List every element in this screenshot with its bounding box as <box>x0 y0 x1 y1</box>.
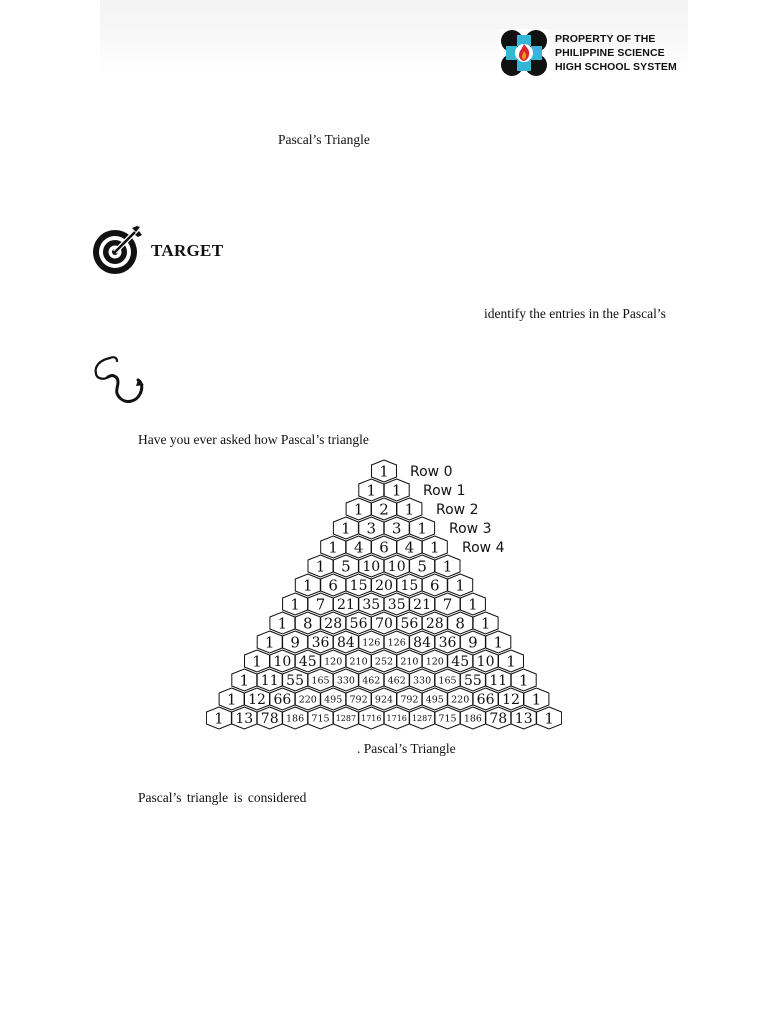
triangle-cell <box>245 650 270 672</box>
cell-value: 78 <box>489 711 508 728</box>
cell-value: 15 <box>400 578 419 595</box>
pascal-triangle-figure <box>206 456 562 736</box>
triangle-cell <box>295 650 320 672</box>
triangle-cell <box>435 593 460 615</box>
cell-value: 21 <box>413 597 432 614</box>
cell-value: 28 <box>425 616 444 633</box>
triangle-cell <box>384 669 409 691</box>
triangle-cell <box>372 650 397 672</box>
cell-value: 1 <box>442 557 453 576</box>
triangle-cell <box>321 612 346 634</box>
cell-value: 7 <box>315 595 326 614</box>
cell-value: 220 <box>298 694 317 706</box>
cell-value: 3 <box>366 519 377 538</box>
cell-value: 1 <box>290 595 300 614</box>
cell-value: 1 <box>417 519 427 538</box>
cell-value: 45 <box>451 654 470 671</box>
cell-value: 1 <box>518 671 529 690</box>
fishing-hook-icon <box>90 352 150 410</box>
triangle-cell <box>473 650 498 672</box>
cell-value: 715 <box>438 713 457 725</box>
cell-value: 1 <box>468 595 478 614</box>
triangle-cell <box>486 707 511 729</box>
triangle-cell <box>511 707 536 729</box>
triangle-cell <box>333 669 358 691</box>
triangle-cell <box>435 707 460 729</box>
logo-line-3: HIGH SCHOOL SYSTEM <box>555 61 677 73</box>
triangle-cell <box>473 688 498 710</box>
cell-value: 1287 <box>411 713 433 723</box>
triangle-cell <box>410 631 435 653</box>
triangle-cell <box>499 650 524 672</box>
cell-value: 462 <box>362 675 381 687</box>
triangle-cell <box>308 669 333 691</box>
triangle-cell <box>346 688 371 710</box>
cell-value: 165 <box>438 675 457 687</box>
logo-text <box>555 32 677 74</box>
triangle-cell <box>397 498 422 520</box>
cell-value: 210 <box>349 656 368 668</box>
cell-value: 10 <box>387 559 406 576</box>
triangle-cell <box>270 612 295 634</box>
triangle-cell <box>295 612 320 634</box>
cell-value: 1 <box>315 557 326 576</box>
cell-value: 1 <box>226 690 237 709</box>
cell-value: 35 <box>362 597 381 614</box>
cell-value: 126 <box>362 637 381 649</box>
triangle-cell <box>448 574 473 596</box>
triangle-cell <box>372 460 397 482</box>
triangle-cell <box>295 574 320 596</box>
cell-value: 10 <box>476 654 495 671</box>
logo-line-1: PROPERTY OF THE <box>555 33 656 45</box>
cell-value: 84 <box>413 635 432 652</box>
triangle-cell <box>435 555 460 577</box>
cell-value: 220 <box>451 694 470 706</box>
triangle-cell <box>206 707 231 729</box>
triangle-cell <box>397 688 422 710</box>
triangle-cell <box>486 631 511 653</box>
triangle-cell <box>270 688 295 710</box>
triangle-cell <box>524 688 549 710</box>
triangle-cell <box>283 593 308 615</box>
triangle-cell <box>308 555 333 577</box>
cell-value: 8 <box>455 614 465 633</box>
cell-value: 1 <box>531 690 542 709</box>
cell-value: 1 <box>303 576 313 595</box>
triangle-cell <box>372 536 397 558</box>
cell-value: 7 <box>442 595 453 614</box>
triangle-cell <box>346 612 371 634</box>
triangle-cell <box>219 688 244 710</box>
cell-value: 8 <box>303 614 313 633</box>
triangle-cell <box>359 517 384 539</box>
cell-value: 1716 <box>386 713 407 723</box>
cell-value: 3 <box>391 519 402 538</box>
triangle-cell <box>448 650 473 672</box>
triangle-cell <box>435 631 460 653</box>
target-icon <box>91 224 143 276</box>
cell-value: 28 <box>324 616 343 633</box>
triangle-cell <box>372 612 397 634</box>
triangle-cell <box>333 631 358 653</box>
pshs-logo <box>500 28 690 78</box>
cell-value: 15 <box>349 578 368 595</box>
triangle-cell <box>359 555 384 577</box>
cell-value: 165 <box>311 675 330 687</box>
cell-value: 1 <box>404 500 415 519</box>
triangle-cell <box>384 707 409 729</box>
triangle-cell <box>333 517 358 539</box>
triangle-cell <box>499 688 524 710</box>
cell-value: 78 <box>260 711 279 728</box>
triangle-cell <box>359 707 384 729</box>
triangle-cell <box>422 688 447 710</box>
cell-value: 5 <box>341 557 351 576</box>
cell-value: 12 <box>248 692 266 709</box>
cell-value: 252 <box>374 656 394 668</box>
cell-value: 462 <box>387 675 406 687</box>
triangle-cell <box>410 555 435 577</box>
target-heading: TARGET <box>151 241 224 260</box>
triangle-cell <box>422 650 447 672</box>
triangle-cell <box>346 574 371 596</box>
triangle-cell <box>384 517 409 539</box>
cell-value: 56 <box>349 616 368 633</box>
hook-text: Have you ever asked how Pascal’s triangle <box>138 432 369 447</box>
row-label-1: Row 1 <box>423 483 466 499</box>
cell-value: 6 <box>328 576 338 595</box>
cell-value: 1 <box>214 709 224 728</box>
cell-value: 1287 <box>335 713 357 723</box>
triangle-cell <box>384 593 409 615</box>
cell-value: 1 <box>379 462 389 481</box>
cell-value: 56 <box>400 616 419 633</box>
triangle-cell <box>384 631 409 653</box>
triangle-cell <box>397 574 422 596</box>
cell-value: 495 <box>425 694 444 706</box>
cell-value: 924 <box>374 694 394 706</box>
triangle-cell <box>346 650 371 672</box>
cell-value: 1716 <box>361 713 382 723</box>
cell-value: 1 <box>252 652 262 671</box>
cell-value: 66 <box>476 692 495 709</box>
cell-value: 6 <box>379 538 389 557</box>
pshs-logo-icon <box>500 29 548 77</box>
triangle-cell <box>295 688 320 710</box>
cell-value: 1 <box>328 538 338 557</box>
triangle-cell <box>422 574 447 596</box>
cell-value: 4 <box>353 538 364 557</box>
triangle-cell <box>333 593 358 615</box>
cell-value: 20 <box>375 578 393 595</box>
triangle-cell <box>486 669 511 691</box>
cell-value: 1 <box>544 709 554 728</box>
triangle-cell <box>372 688 397 710</box>
triangle-cell <box>384 555 409 577</box>
triangle-cell <box>460 707 485 729</box>
triangle-cell <box>410 669 435 691</box>
logo-line-2: PHILIPPINE SCIENCE <box>555 47 665 59</box>
triangle-cell <box>283 707 308 729</box>
triangle-cell <box>308 707 333 729</box>
triangle-cell <box>308 631 333 653</box>
cell-value: 10 <box>362 559 381 576</box>
triangle-cell <box>257 669 282 691</box>
cell-value: 1 <box>455 576 465 595</box>
triangle-cell <box>270 650 295 672</box>
triangle-cell <box>333 707 358 729</box>
triangle-cell <box>321 574 346 596</box>
triangle-cell <box>448 612 473 634</box>
cell-value: 5 <box>417 557 427 576</box>
cell-value: 1 <box>353 500 364 519</box>
triangle-cell <box>410 593 435 615</box>
cell-value: 11 <box>489 673 508 690</box>
cell-value: 330 <box>336 675 355 687</box>
cell-value: 6 <box>430 576 440 595</box>
cell-value: 330 <box>413 675 432 687</box>
cell-value: 210 <box>400 656 419 668</box>
cell-value: 11 <box>260 673 279 690</box>
triangle-cell <box>346 498 371 520</box>
triangle-cell <box>245 688 270 710</box>
cell-value: 9 <box>468 633 478 652</box>
triangle-cell <box>232 707 257 729</box>
cell-value: 1 <box>506 652 516 671</box>
triangle-cell <box>460 593 485 615</box>
triangle-cell <box>308 593 333 615</box>
triangle-cell <box>397 612 422 634</box>
cell-value: 1 <box>366 481 377 500</box>
cell-value: 55 <box>286 673 305 690</box>
cell-value: 12 <box>502 692 520 709</box>
triangle-cell <box>410 707 435 729</box>
triangle-cell <box>422 612 447 634</box>
triangle-cell <box>333 555 358 577</box>
cell-value: 186 <box>286 713 305 725</box>
cell-value: 1 <box>239 671 250 690</box>
cell-value: 70 <box>375 616 393 633</box>
row-label-3: Row 3 <box>449 521 492 537</box>
cell-value: 13 <box>235 711 254 728</box>
triangle-cell <box>460 669 485 691</box>
triangle-cell <box>372 574 397 596</box>
cell-value: 9 <box>290 633 300 652</box>
cell-value: 495 <box>324 694 343 706</box>
triangle-cell <box>283 669 308 691</box>
body-paragraph: Pascal’s triangle is considered <box>138 790 307 805</box>
triangle-cells <box>206 460 561 729</box>
triangle-cell <box>283 631 308 653</box>
triangle-cell <box>448 688 473 710</box>
triangle-cell <box>321 688 346 710</box>
triangle-cell <box>460 631 485 653</box>
triangle-cell <box>359 631 384 653</box>
cell-value: 715 <box>311 713 330 725</box>
triangle-cell <box>321 536 346 558</box>
document-title: Pascal’s Triangle <box>278 132 370 147</box>
triangle-cell <box>397 536 422 558</box>
triangle-cell <box>410 517 435 539</box>
cell-value: 21 <box>336 597 355 614</box>
cell-value: 1 <box>341 519 351 538</box>
objective-text: identify the entries in the Pascal’s <box>484 306 666 321</box>
cell-value: 55 <box>463 673 482 690</box>
row-label-4: Row 4 <box>462 540 505 556</box>
triangle-cell <box>257 707 282 729</box>
cell-value: 4 <box>404 538 415 557</box>
triangle-cell <box>257 631 282 653</box>
cell-value: 186 <box>463 713 482 725</box>
triangle-cell <box>359 593 384 615</box>
triangle-cell <box>537 707 562 729</box>
cell-value: 120 <box>425 656 444 668</box>
cell-value: 1 <box>480 614 491 633</box>
cell-value: 13 <box>514 711 533 728</box>
cell-value: 1 <box>277 614 288 633</box>
triangle-cell <box>473 612 498 634</box>
figure-caption: . Pascal’s Triangle <box>357 741 456 756</box>
cell-value: 1 <box>264 633 275 652</box>
cell-value: 120 <box>324 656 343 668</box>
triangle-cell <box>397 650 422 672</box>
triangle-cell <box>511 669 536 691</box>
cell-value: 36 <box>311 635 330 652</box>
cell-value: 45 <box>298 654 317 671</box>
cell-value: 1 <box>391 481 402 500</box>
row-label-2: Row 2 <box>436 502 479 518</box>
cell-value: 36 <box>438 635 457 652</box>
cell-value: 1 <box>493 633 504 652</box>
triangle-cell <box>359 479 384 501</box>
triangle-cell <box>232 669 257 691</box>
triangle-cell <box>346 536 371 558</box>
row-label-0: Row 0 <box>410 464 453 480</box>
cell-value: 66 <box>273 692 292 709</box>
cell-value: 792 <box>400 694 419 706</box>
cell-value: 10 <box>273 654 292 671</box>
triangle-cell <box>321 650 346 672</box>
cell-value: 35 <box>387 597 406 614</box>
triangle-cell <box>422 536 447 558</box>
cell-value: 1 <box>430 538 440 557</box>
triangle-cell <box>359 669 384 691</box>
cell-value: 126 <box>387 637 406 649</box>
cell-value: 792 <box>349 694 368 706</box>
cell-value: 2 <box>379 500 389 519</box>
cell-value: 84 <box>336 635 355 652</box>
triangle-cell <box>372 498 397 520</box>
triangle-cell <box>435 669 460 691</box>
triangle-cell <box>384 479 409 501</box>
